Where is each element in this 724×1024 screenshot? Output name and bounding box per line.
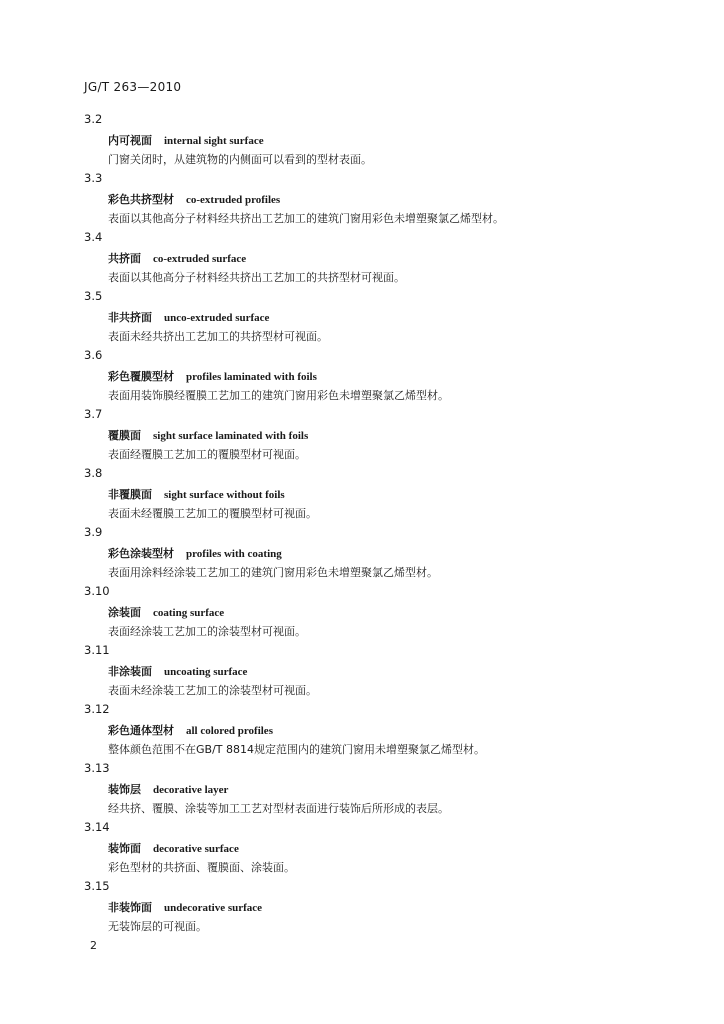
term-entry [0,466,724,525]
term-heading [108,486,285,502]
term-heading [108,663,247,679]
clause-number: 3.3 [84,171,103,185]
term-english: coating surface [153,607,225,619]
term-definition: 门窗关闭时，从建筑物的内侧面可以看到的型材表面。 [108,153,372,166]
term-definition: 表面未经涂装工艺加工的涂装型材可视面。 [108,684,317,697]
clause-number: 3.9 [84,525,103,539]
term-english: co-extruded profiles [186,194,281,206]
term-english: profiles laminated with foils [186,371,317,383]
term-chinese: 彩色通体型材 [108,724,174,737]
term-entry [0,407,724,466]
term-chinese: 装饰面 [108,842,141,855]
term-definition: 经共挤、覆膜、涂装等加工工艺对型材表面进行装饰后所形成的表层。 [108,802,449,815]
term-chinese: 彩色共挤型材 [108,193,174,206]
term-heading [108,604,224,620]
clause-number: 3.12 [84,702,110,716]
term-definition: 表面经覆膜工艺加工的覆膜型材可视面。 [108,448,306,461]
term-chinese: 非装饰面 [108,901,152,914]
term-english: sight surface laminated with foils [153,430,309,442]
term-definition: 彩色型材的共挤面、覆膜面、涂装面。 [108,861,295,874]
term-english: all colored profiles [186,725,273,737]
term-english: internal sight surface [164,135,264,147]
clause-number: 3.10 [84,584,110,598]
clause-number: 3.2 [84,112,103,126]
term-english: decorative surface [153,843,239,855]
term-english: decorative layer [153,784,229,796]
term-entry [0,348,724,407]
clause-number: 3.7 [84,407,103,421]
page-number: 2 [90,939,97,952]
term-entry [0,643,724,702]
term-definition: 表面未经共挤出工艺加工的共挤型材可视面。 [108,330,328,343]
term-chinese: 装饰层 [108,783,141,796]
term-heading [108,840,239,856]
term-english: uncoating surface [164,666,248,678]
clause-number: 3.4 [84,230,103,244]
term-entry [0,820,724,879]
term-definition: 表面以其他高分子材料经共挤出工艺加工的建筑门窗用彩色未增塑聚氯乙烯型材。 [108,212,504,225]
term-entry [0,230,724,289]
term-definition: 表面用涂料经涂装工艺加工的建筑门窗用彩色未增塑聚氯乙烯型材。 [108,566,438,579]
term-heading [108,545,282,561]
term-entry [0,879,724,938]
clause-number: 3.11 [84,643,110,657]
term-chinese: 覆膜面 [108,429,141,442]
term-chinese: 非涂装面 [108,665,152,678]
term-heading [108,899,262,915]
term-heading [108,132,264,148]
term-heading [108,427,308,443]
clause-number: 3.8 [84,466,103,480]
term-heading [108,368,317,384]
term-definition: 表面经涂装工艺加工的涂装型材可视面。 [108,625,306,638]
term-definition: 无装饰层的可视面。 [108,920,207,933]
term-chinese: 非覆膜面 [108,488,152,501]
term-definition: 表面用装饰膜经覆膜工艺加工的建筑门窗用彩色未增塑聚氯乙烯型材。 [108,389,449,402]
term-english: unco-extruded surface [164,312,270,324]
term-entry [0,171,724,230]
term-chinese: 涂装面 [108,606,141,619]
term-english: profiles with coating [186,548,282,560]
term-heading [108,722,273,738]
term-heading [108,781,228,797]
term-entry [0,112,724,171]
term-definition: 表面未经覆膜工艺加工的覆膜型材可视面。 [108,507,317,520]
term-chinese: 非共挤面 [108,311,152,324]
term-english: co-extruded surface [153,253,247,265]
term-heading [108,309,269,325]
term-chinese: 内可视面 [108,134,152,147]
term-entry [0,584,724,643]
standard-code-header: JG/T 263—2010 [84,80,182,94]
term-heading [108,250,246,266]
terms-list [0,112,724,938]
term-entry [0,525,724,584]
term-english: undecorative surface [164,902,263,914]
term-definition: 整体颜色范围不在GB/T 8814规定范围内的建筑门窗用未增塑聚氯乙烯型材。 [108,743,485,756]
term-chinese: 彩色覆膜型材 [108,370,174,383]
clause-number: 3.5 [84,289,103,303]
term-heading [108,191,280,207]
term-entry [0,702,724,761]
clause-number: 3.6 [84,348,103,362]
clause-number: 3.13 [84,761,110,775]
term-entry [0,289,724,348]
term-entry [0,761,724,820]
clause-number: 3.14 [84,820,110,834]
term-chinese: 共挤面 [108,252,141,265]
term-chinese: 彩色涂装型材 [108,547,174,560]
clause-number: 3.15 [84,879,110,893]
term-definition: 表面以其他高分子材料经共挤出工艺加工的共挤型材可视面。 [108,271,405,284]
term-english: sight surface without foils [164,489,285,501]
